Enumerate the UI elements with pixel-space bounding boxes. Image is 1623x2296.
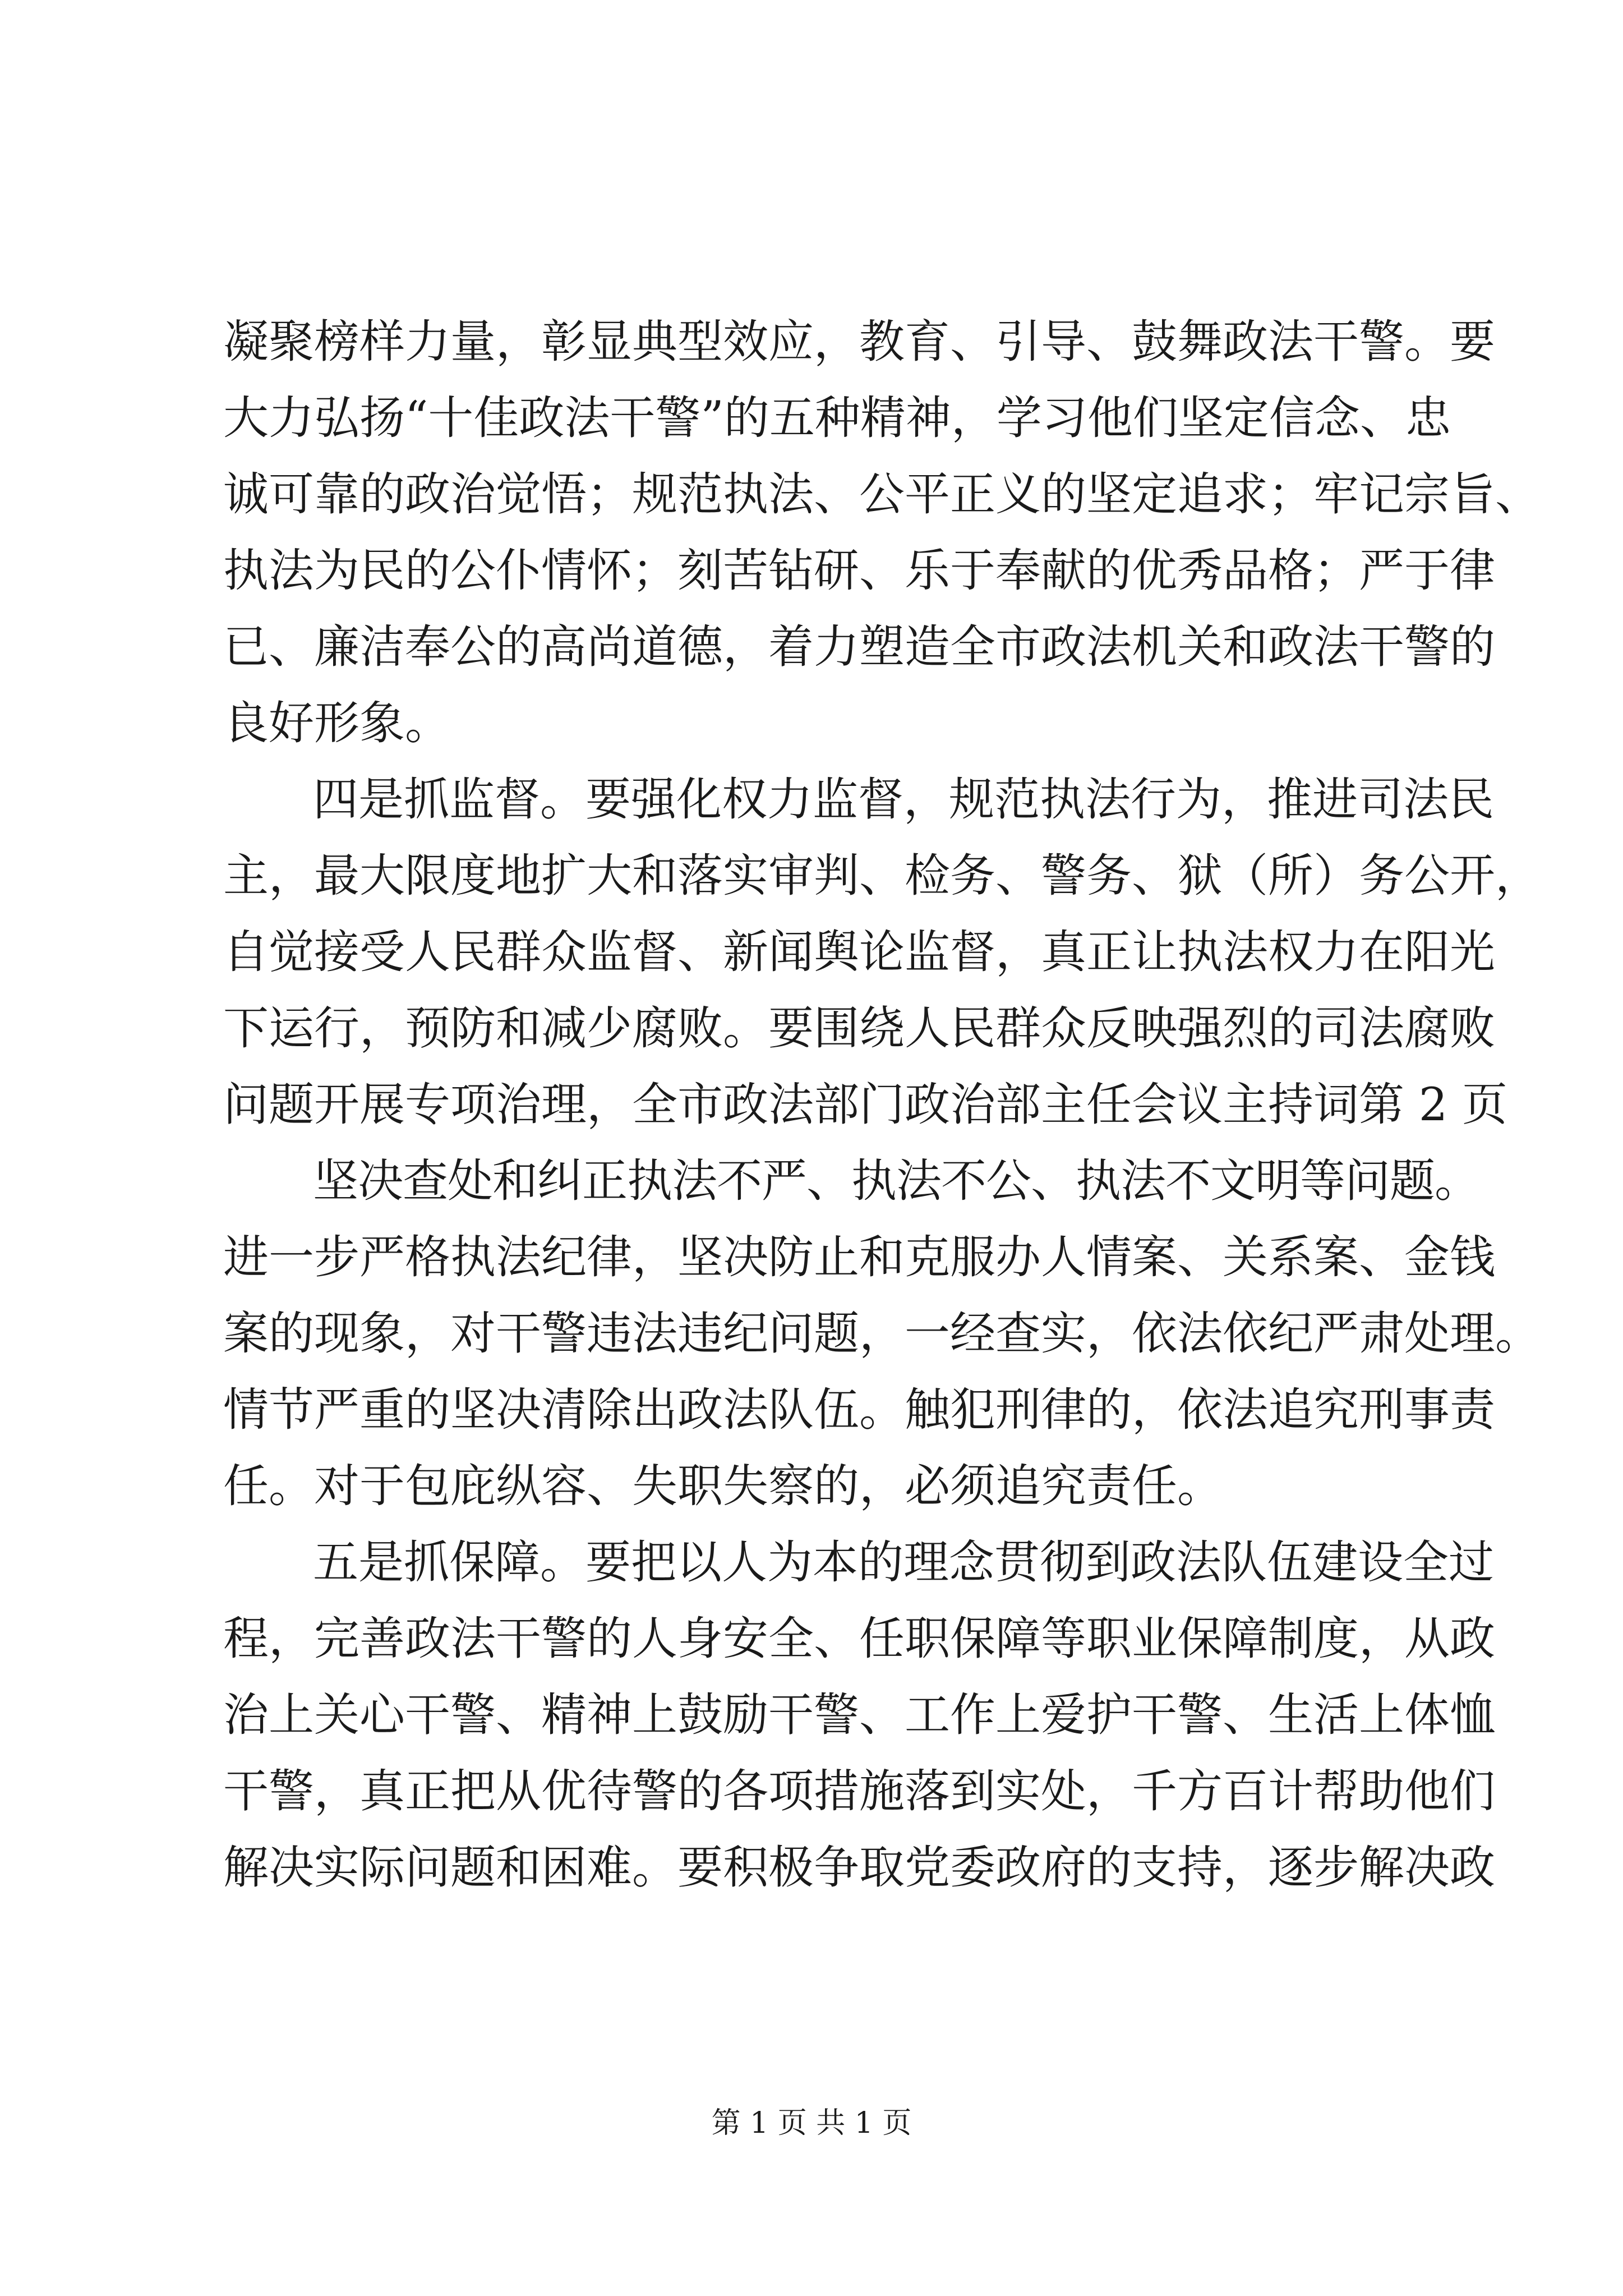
- text-line: 大力弘扬“十佳政法干警”的五种精神，学习他们坚定信念、忠: [223, 392, 1451, 445]
- text-line: 主，最大限度地扩大和落实审判、检务、警务、狱（所）务公开，: [223, 850, 1541, 903]
- text-line: 自觉接受人民群众监督、新闻舆论监督，真正让执法权力在阳光: [223, 926, 1496, 979]
- text-line: 案的现象，对干警违法违纪问题，一经查实，依法依纪严肃处理。: [223, 1308, 1541, 1360]
- paragraph-first-line: 五是抓保障。要把以人为本的理念贯彻到政法队伍建设全过: [313, 1536, 1495, 1589]
- text-line: 良好形象。: [223, 697, 451, 750]
- text-line: 任。对于包庇纵容、失职失察的，必须追究责任。: [223, 1460, 1223, 1513]
- text-line: 情节严重的坚决清除出政法队伍。触犯刑律的，依法追究刑事责: [223, 1384, 1496, 1437]
- text-line: 程，完善政法干警的人身安全、任职保障等职业保障制度，从政: [223, 1613, 1496, 1665]
- page-footer: 第 1 页 共 1 页: [711, 2106, 912, 2140]
- paragraph-first-line: 坚决查处和纠正执法不严、执法不公、执法不文明等问题。: [313, 1155, 1480, 1208]
- text-line: 凝聚榜样力量，彰显典型效应，教育、引导、鼓舞政法干警。要: [223, 316, 1496, 369]
- text-line: 诚可靠的政治觉悟；规范执法、公平正义的坚定追求；牢记宗旨、: [223, 468, 1541, 521]
- text-line: 进一步严格执法纪律，坚决防止和克服办人情案、关系案、金钱: [223, 1231, 1496, 1284]
- text-line: 干警，真正把从优待警的各项措施落到实处，千方百计帮助他们: [223, 1765, 1496, 1818]
- text-line: 问题开展专项治理，全市政法部门政治部主任会议主持词第 2 页: [223, 1079, 1508, 1131]
- text-line: 已、廉洁奉公的高尚道德，着力塑造全市政法机关和政法干警的: [223, 621, 1496, 674]
- text-line: 治上关心干警、精神上鼓励干警、工作上爱护干警、生活上体恤: [223, 1689, 1496, 1742]
- text-line: 解决实际问题和困难。要积极争取党委政府的支持，逐步解决政: [223, 1842, 1496, 1894]
- text-line: 执法为民的公仆情怀；刻苦钻研、乐于奉献的优秀品格；严于律: [223, 545, 1496, 597]
- paragraph-first-line: 四是抓监督。要强化权力监督，规范执法行为，推进司法民: [313, 774, 1495, 826]
- text-line: 下运行，预防和减少腐败。要围绕人民群众反映强烈的司法腐败: [223, 1002, 1496, 1055]
